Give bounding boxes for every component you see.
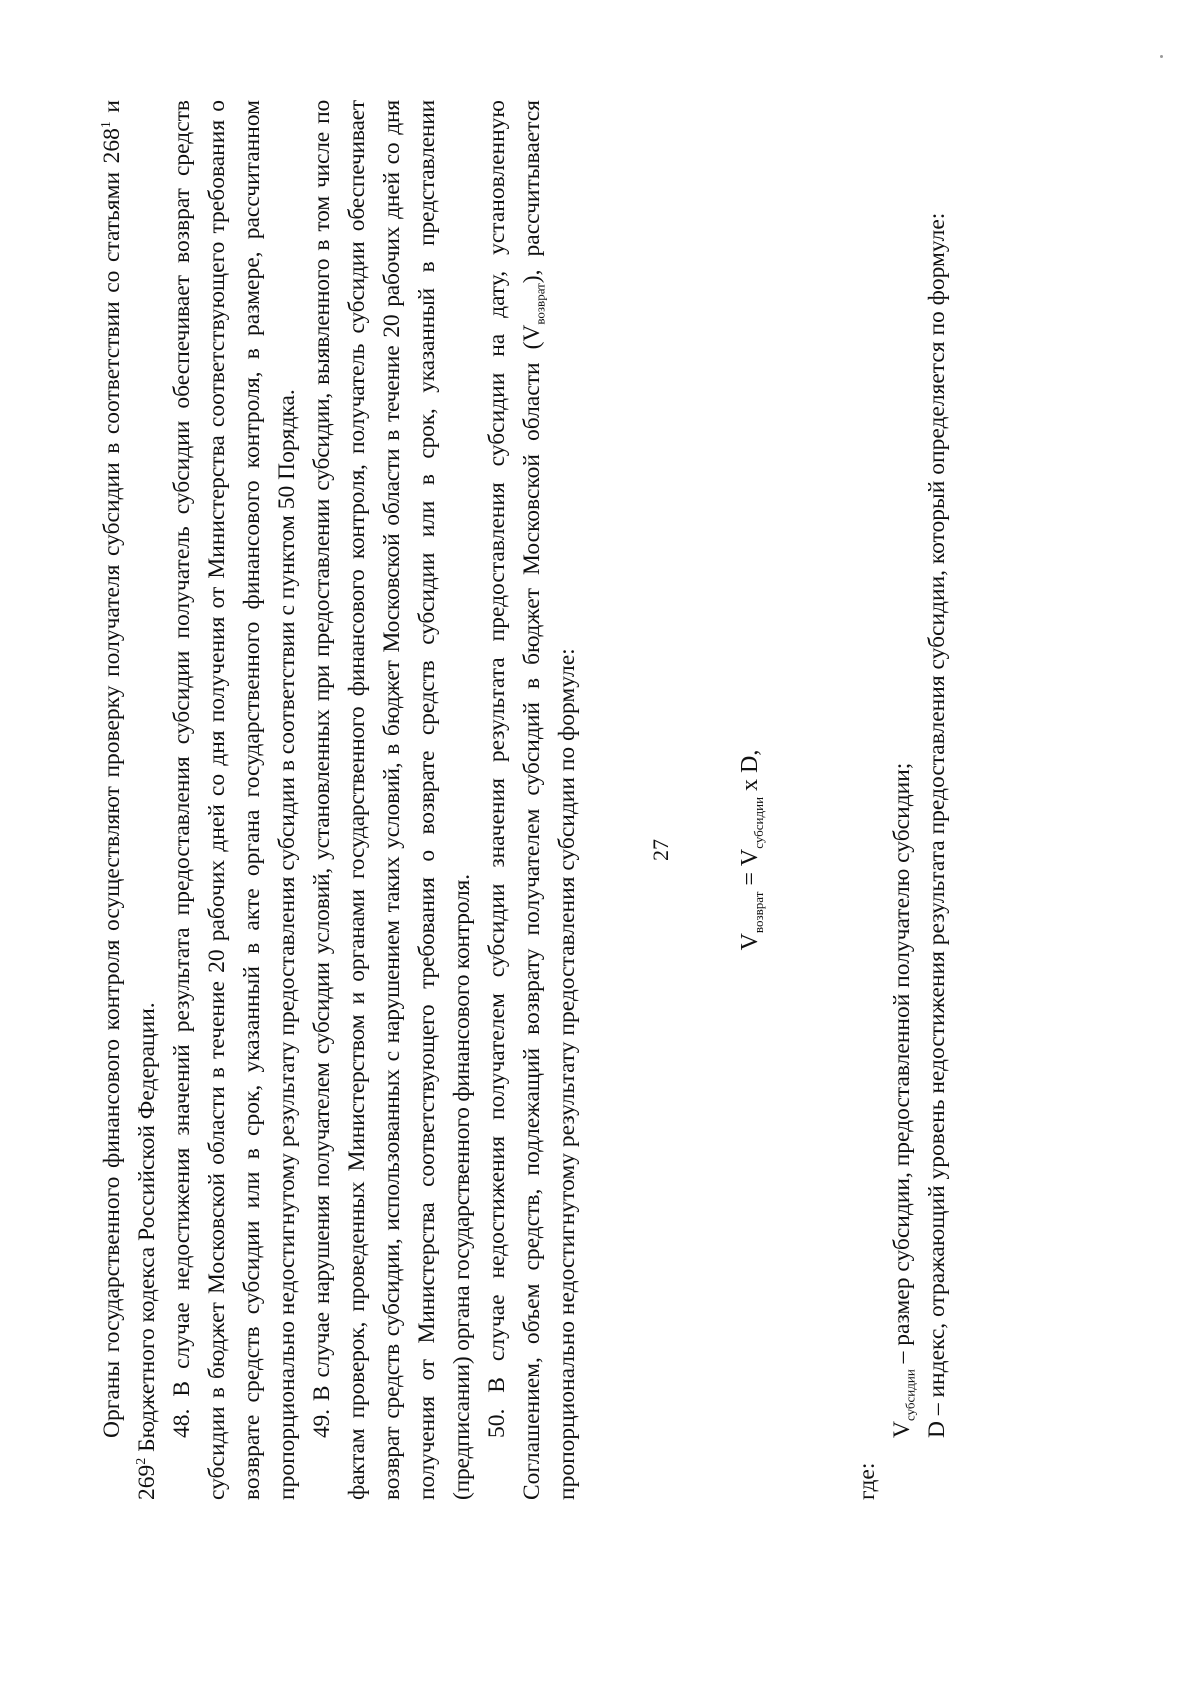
paragraph-control-bodies xyxy=(95,100,165,1500)
paragraph-50-tail: ), рассчитывается пропорционально недостигнутому результату предоставления субсидии по формуле: xyxy=(519,100,580,1500)
superscript-1: 1 xyxy=(99,121,115,129)
paragraph-50-lead: 50. В случае недостижения получателем субсидии значения результата предоставления субсидии на дату, установленную Соглашением, объем средств, подлежащий возврату получателем субсидий в бюджет Московской области (V xyxy=(484,100,545,1500)
definition-d-index: D – индекс, отражающий уровень недостижения результата предоставления субсидии, который определяется по формуле: xyxy=(924,212,950,1438)
superscript-2: 2 xyxy=(134,1457,150,1465)
formula-sub-refund: возврат xyxy=(750,891,766,934)
definition-v-text: – размер субсидии, предоставленной получателю субсидии; xyxy=(889,762,915,1370)
rotated-page xyxy=(95,100,1015,1600)
definitions-where: где: xyxy=(854,1462,880,1500)
formula-equals: = V xyxy=(737,848,763,892)
definition-v-letter: V xyxy=(889,1421,915,1438)
scan-speck xyxy=(1160,55,1163,58)
document-body xyxy=(95,100,585,1500)
refund-formula xyxy=(733,100,768,1600)
page-number: 27 xyxy=(648,839,673,861)
paragraph-control-bodies-lead: Органы государственного финансового контроля осуществляют проверку получателя субсидии в соответствии со статьями 268 xyxy=(99,128,125,1438)
formula-definitions xyxy=(850,100,955,1500)
paragraph-50-subscript: возврат xyxy=(532,283,548,325)
definition-v-subsidy xyxy=(885,100,920,1500)
paragraph-control-bodies-mid: и 269 xyxy=(99,99,160,1500)
formula-v: V xyxy=(737,933,763,951)
paragraph-49: 49. В случае нарушения получателем субсидии условий, установленных при предоставлении субсидии, выявленного в том числе по фактам проверок, проведенных Министерством и органами государственного финансового контроля, получатель субсидии обеспечивает возврат средств субсидии, использованных с нарушением таких условий, в бюджет Московской области в течение 20 рабочих дней со дня получения от Министерства соответствующего требования о возврате средств субсидии или в срок, указанный в представлении (предписании) органа государственного финансового контроля. xyxy=(309,100,475,1500)
formula-tail: x D, xyxy=(737,749,763,797)
paragraph-50 xyxy=(480,100,585,1500)
formula-sub-subsidy: субсидии xyxy=(750,796,766,849)
definition-v-subscript: субсидии xyxy=(902,1369,918,1422)
paragraph-48: 48. В случае недостижения значений результата предоставления субсидии получатель субсидии обеспечивает возврат средств субсидии в бюджет Московской области в течение 20 рабочих дней со дня получения от Министерства соответствующего требования о возврате средств субсидии или в срок, указанный в акте органа государственного финансового контроля, в размере, рассчитанном пропорционально недостигнутому результату предоставления субсидии в соответствии с пунктом 50 Порядка. xyxy=(169,100,300,1500)
paragraph-control-bodies-tail: Бюджетного кодекса Российской Федерации. xyxy=(134,1002,160,1458)
